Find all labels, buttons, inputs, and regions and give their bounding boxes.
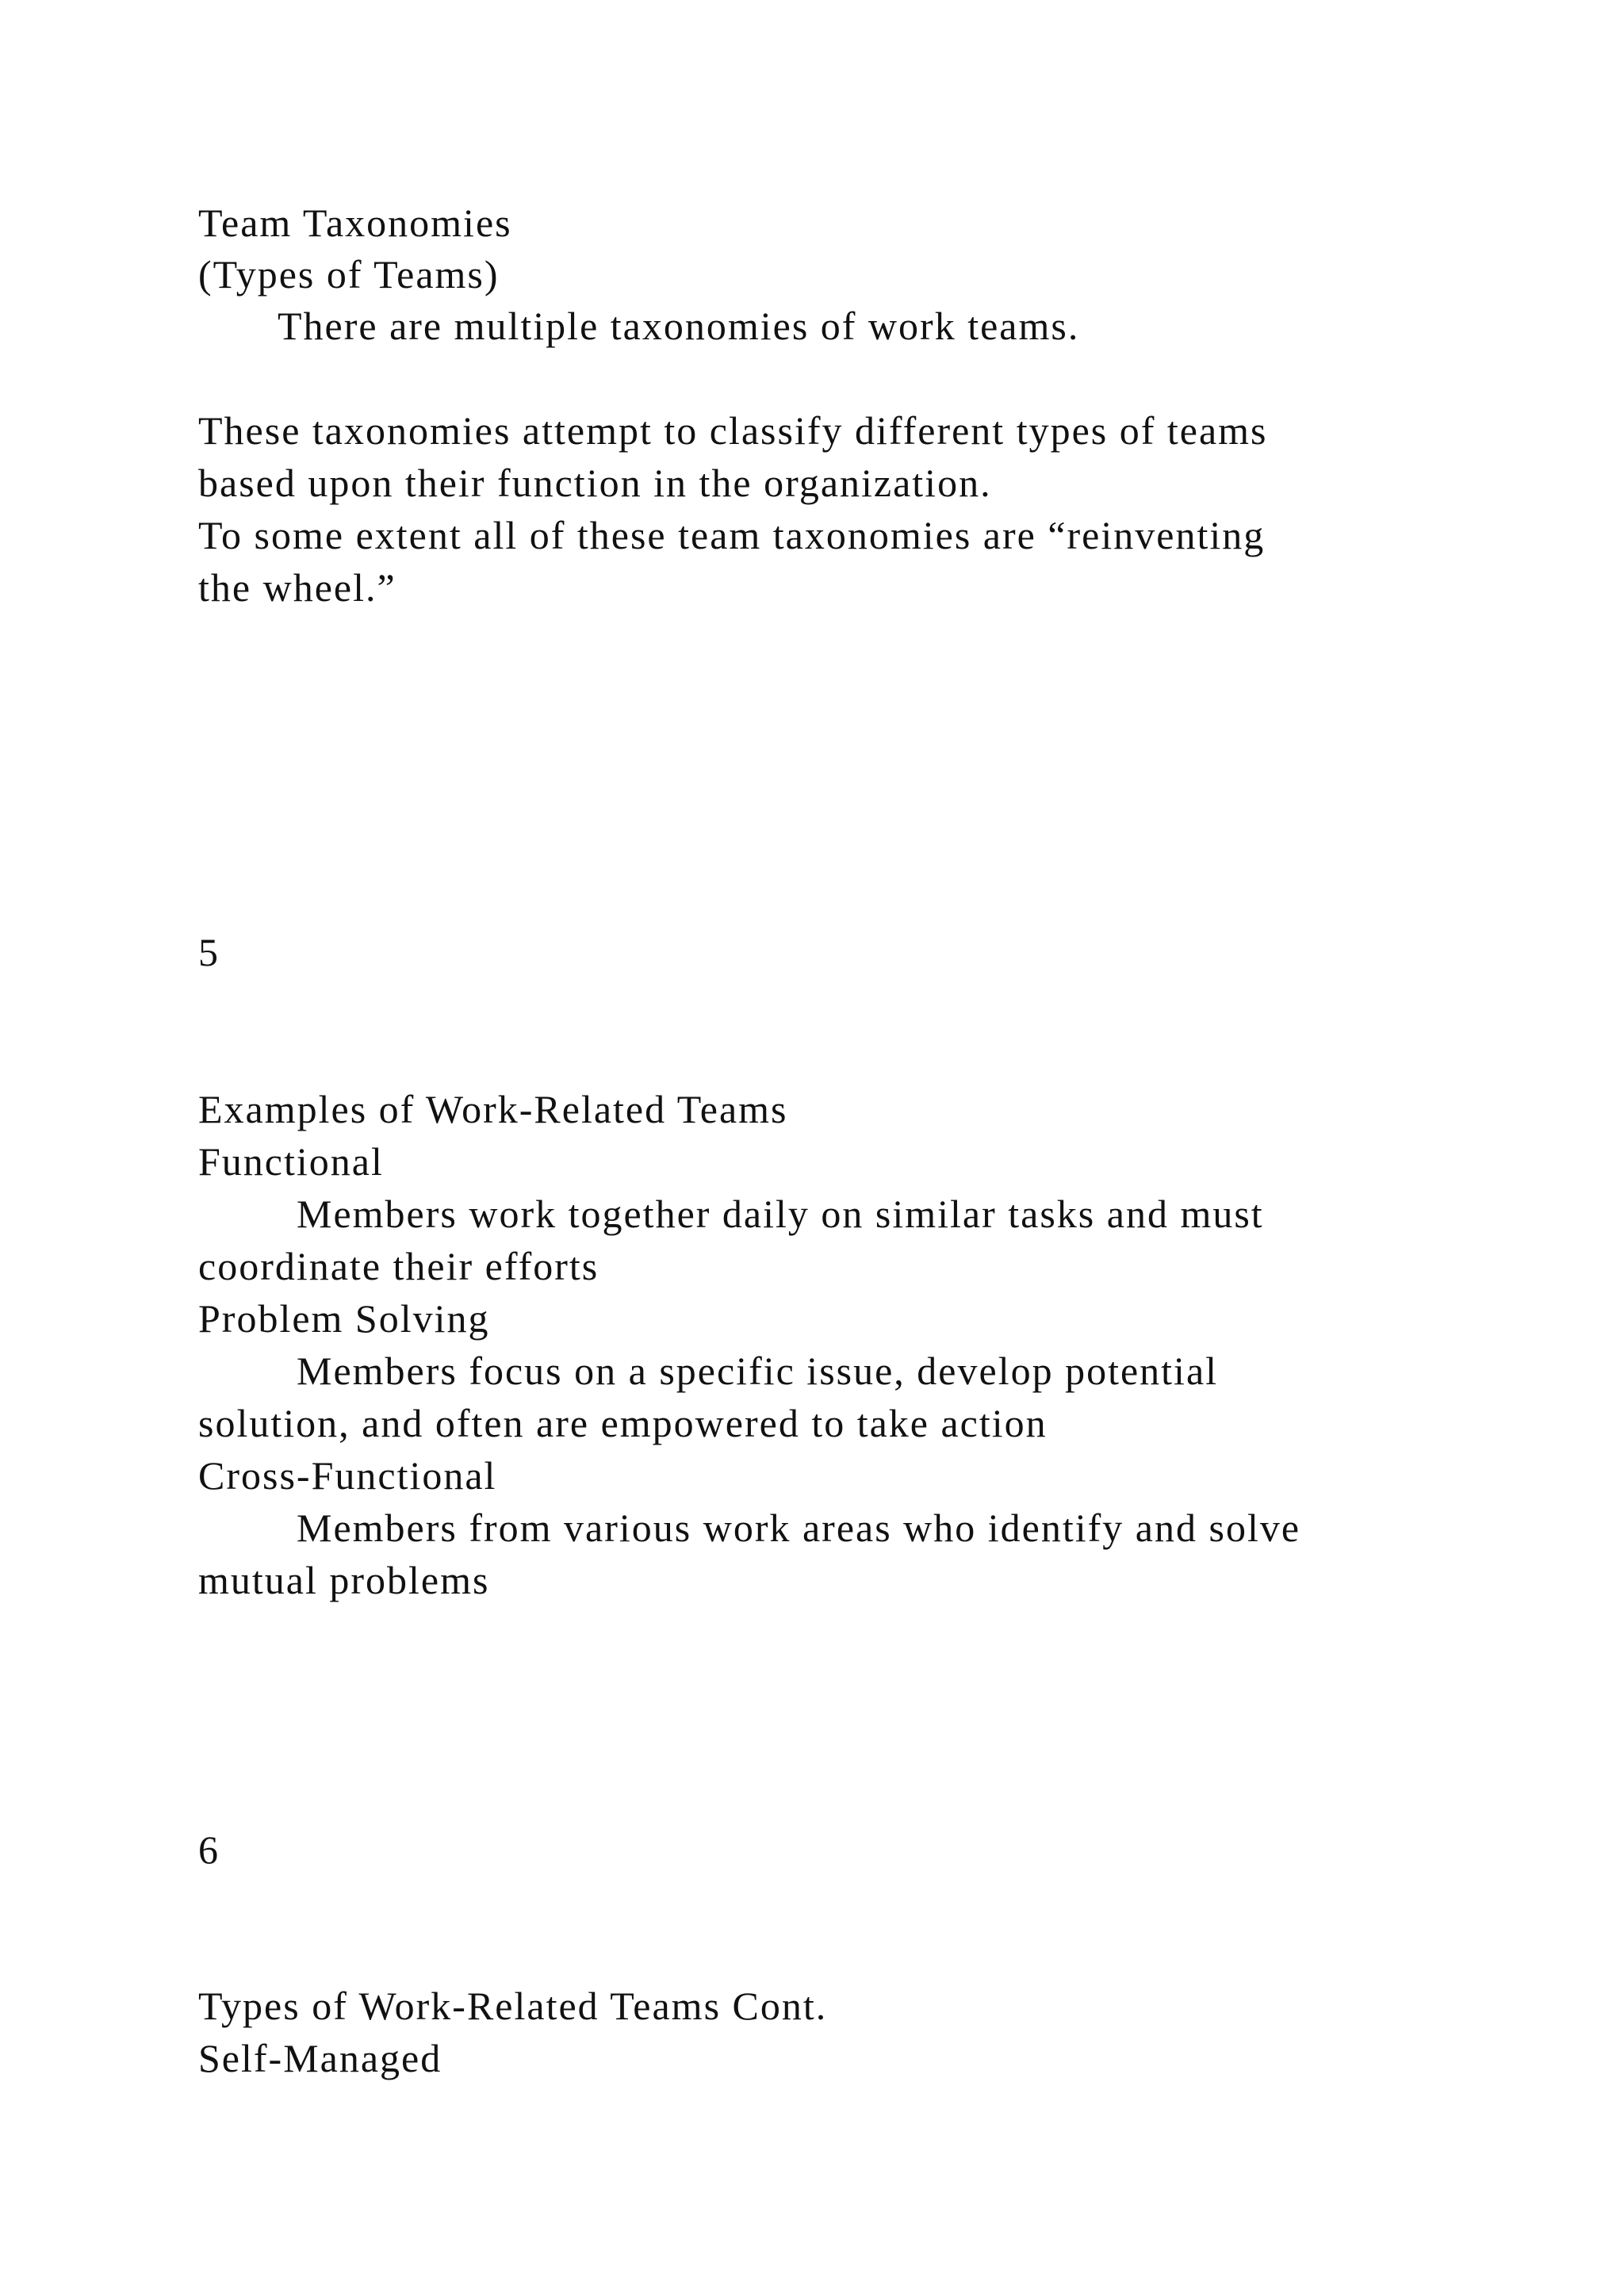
page-number: 6 [198, 1827, 220, 1872]
intro-text: There are multiple taxonomies of work teams. [278, 304, 1080, 348]
section-subtitle: (Types of Teams) [198, 252, 500, 297]
item-heading: Self-Managed [198, 2036, 442, 2080]
item-description: coordinate their efforts [198, 1244, 599, 1288]
item-description: solution, and often are empowered to take action [198, 1401, 1048, 1445]
section-title: Examples of Work-Related Teams [198, 1087, 788, 1131]
section-title: Team Taxonomies [198, 201, 512, 245]
section-title: Types of Work-Related Teams Cont. [198, 1984, 828, 2028]
item-description: Members work together daily on similar tasks and must [297, 1192, 1264, 1236]
paragraph-line: based upon their function in the organization. [198, 461, 992, 505]
item-description: mutual problems [198, 1558, 490, 1602]
item-heading: Functional [198, 1139, 384, 1184]
item-heading: Cross-Functional [198, 1453, 497, 1498]
item-description: Members focus on a specific issue, develop potential [297, 1349, 1219, 1393]
paragraph-line: To some extent all of these team taxonomies are “reinventing [198, 513, 1266, 557]
page-number: 5 [198, 930, 220, 974]
item-heading: Problem Solving [198, 1296, 490, 1341]
paragraph-line: These taxonomies attempt to classify different types of teams [198, 408, 1268, 453]
item-description: Members from various work areas who identify and solve [297, 1506, 1301, 1550]
paragraph-line: the wheel.” [198, 565, 396, 610]
